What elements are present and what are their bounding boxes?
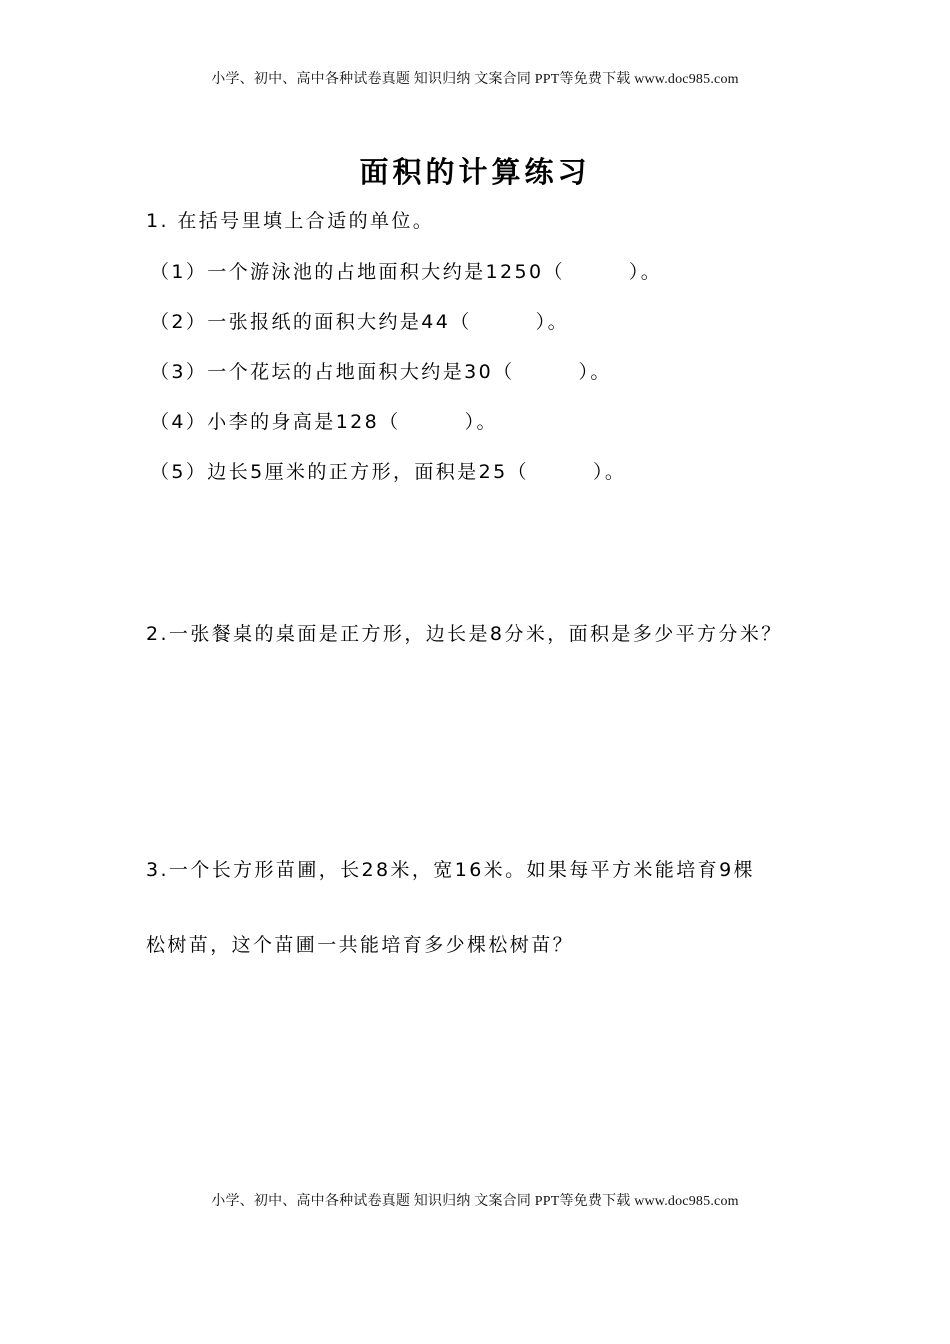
page-footer: 小学、初中、高中各种试卷真题 知识归纳 文案合同 PPT等免费下载 www.doc985.com xyxy=(211,1194,739,1209)
question-3-line-1: 3.一个长方形苗圃，长28米，宽16米。如果每平方米能培育9棵 xyxy=(146,859,755,881)
question-1-stem: 1. 在括号里填上合适的单位。 xyxy=(146,210,435,232)
item-5-text: （5）边长5厘米的正方形，面积是25（ xyxy=(150,461,529,483)
item-4-text: （4）小李的身高是128（ xyxy=(150,411,401,433)
question-1-item-5 xyxy=(150,457,626,484)
item-5-suffix: ）。 xyxy=(592,461,627,483)
item-2-suffix: ）。 xyxy=(535,311,569,333)
item-2-text: （2）一张报纸的面积大约是44（ xyxy=(150,311,472,333)
question-1-item-1 xyxy=(150,257,662,284)
item-1-text: （1）一个游泳池的占地面积大约是1250（ xyxy=(150,261,565,283)
item-1-suffix: ）。 xyxy=(628,261,663,283)
question-2: 2.一张餐桌的桌面是正方形，边长是8分米，面积是多少平方分米？ xyxy=(146,623,783,645)
item-3-suffix: ）。 xyxy=(578,361,612,383)
item-4-suffix: ）。 xyxy=(464,411,498,433)
question-1-item-3 xyxy=(150,357,612,384)
item-3-text: （3）一个花坛的占地面积大约是30（ xyxy=(150,361,515,383)
page-title: 面积的计算练习 xyxy=(359,155,591,189)
question-3-line-2: 松树苗，这个苗圃一共能培育多少棵松树苗？ xyxy=(146,934,575,956)
page-header: 小学、初中、高中各种试卷真题 知识归纳 文案合同 PPT等免费下载 www.doc985.com xyxy=(211,72,739,87)
question-1-item-2 xyxy=(150,307,569,334)
question-1-item-4 xyxy=(150,407,498,434)
